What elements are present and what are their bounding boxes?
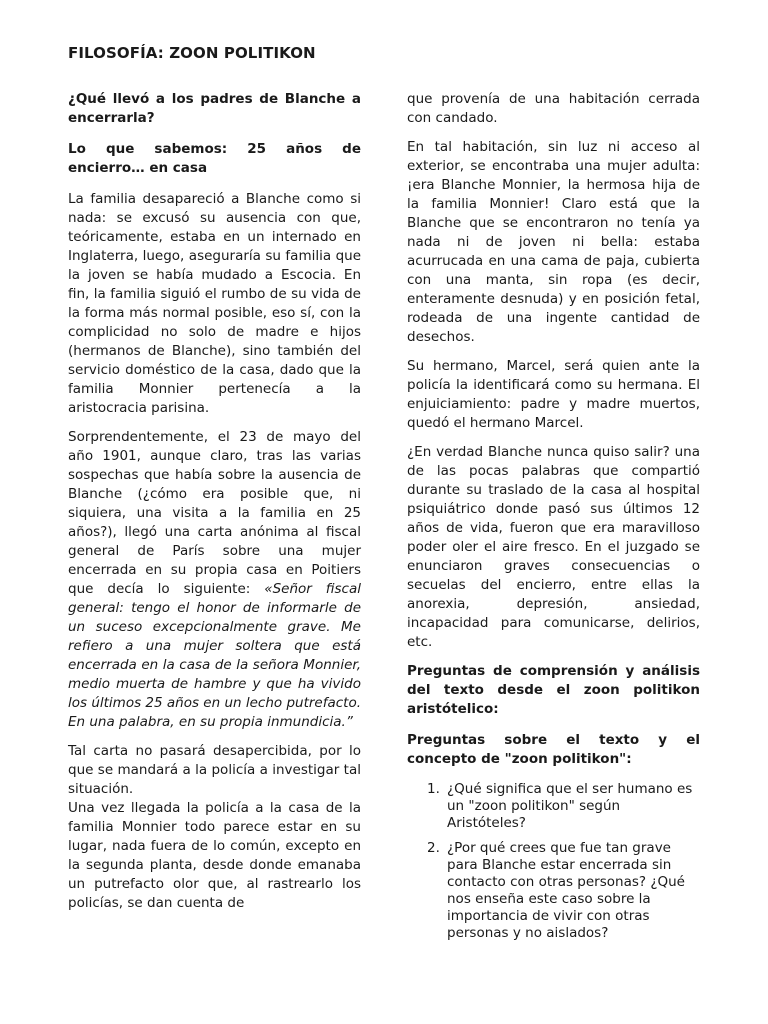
letter-quote: «Señor fiscal general: tengo el honor de informarle de un suceso excepcionalmente grave. Me refiero a una mujer soltera que está encerrada en la casa de la señora Monnier, medio muerta de hambre y que ha vivido los últimos 25 años en un lecho putrefacto. En una palabra, en su propia inmundicia.” (68, 581, 362, 730)
letter-intro: Sorprendentemente, el 23 de mayo del año 1901, aunque claro, tras las varias sospechas que había sobre la ausencia de Blanche (¿cómo era posible que, ni siquiera, una visita a la familia en 25 años?), llegó una carta anónima al fiscal general de París sobre una mujer encerrada en su propia casa en Poitiers que decía lo siguiente: (68, 429, 361, 597)
paragraph-locked-room: que provenía de una habitación cerrada con candado. (407, 91, 700, 126)
heading-questions-section: Preguntas de comprensión y análisis del texto desde el zoon politikon aristótelico: (407, 663, 700, 717)
paragraph-blanche-found: En tal habitación, sin luz ni acceso al exterior, se encontraba una mujer adulta: ¡era Blanche Monnier, la hermosa hija de la familia Monnier! Claro está que la Blanche que se encontraron no tenía ya nada ni de joven ni bella: estaba acurrucada en una cama de paja, cubierta con una manta, sin ropa (es decir, enteramente desnuda) y en posición fetal, rodeada de una ingente cantidad de desechos. (407, 139, 700, 345)
paragraph-brother: Su hermano, Marcel, será quien ante la policía la identificará como su hermana. El enjuiciamiento: padre y madre muertos, quedó el hermano Marcel. (407, 358, 700, 431)
questions-list (407, 781, 700, 942)
subsection-label: Preguntas sobre el texto y el concepto de "zoon politikon": (407, 732, 700, 767)
question-number: 1. (427, 781, 440, 797)
heading-question: ¿Qué llevó a los padres de Blanche a encerrarla? (68, 91, 361, 126)
heading-questions-subsection (407, 731, 700, 769)
right-column (407, 90, 700, 950)
paragraph-consequences: ¿En verdad Blanche nunca quiso salir? una de las pocas palabras que compartió durante su traslado de la casa al hospital psiquiátrico donde pasó sus últimos 12 años de vida, fueron que era maravilloso poder oler el aire fresco. En el juzgado se enunciaron graves consecuencias o secuelas del encierro, entre ellas la anorexia, depresión, ansiedad, incapacidad para comunicarse, delirios, etc. (407, 444, 700, 650)
police-sentence-2: Una vez llegada la policía a la casa de la familia Monnier todo parece estar en su lugar, nada fuera de lo común, excepto en la segunda planta, desde donde emanaba un putrefacto olor que, al rastrearlo los policías, se dan cuenta de (68, 800, 361, 911)
list-item (427, 781, 700, 832)
question-text: ¿Por qué crees que fue tan grave para Blanche estar encerrada sin contacto con otras personas? ¿Qué nos enseña este caso sobre la importancia de vivir con otras personas y no aislados? (447, 840, 685, 941)
question-text: ¿Qué significa que el ser humano es un "zoon politikon" según Aristóteles? (447, 781, 693, 831)
list-item (427, 840, 700, 942)
heading-what-we-know: Lo que sabemos: 25 años de encierro… en casa (68, 141, 361, 176)
paragraph-letter (68, 428, 361, 732)
question-number: 2. (427, 840, 440, 856)
police-sentence-1: Tal carta no pasará desapercibida, por lo que se mandará a la policía a investigar tal situación. (68, 743, 361, 797)
left-column (68, 90, 361, 923)
paragraph-family: La familia desapareció a Blanche como si nada: se excusó su ausencia con que, teóricamente, estaba en un internado en Inglaterra, luego, aseguraría su familia que la joven se había mudado a Escocia. En fin, la familia siguió el rumbo de su vida de la forma más normal posible, eso sí, con la complicidad no solo de madre e hijos (hermanos de Blanche), sino también del servicio doméstico de la casa, dado que la familia Monnier pertenecía a la aristocracia parisina. (68, 191, 361, 416)
document-title: FILOSOFÍA: ZOON POLITIKON (68, 44, 316, 62)
paragraph-police (68, 742, 361, 913)
